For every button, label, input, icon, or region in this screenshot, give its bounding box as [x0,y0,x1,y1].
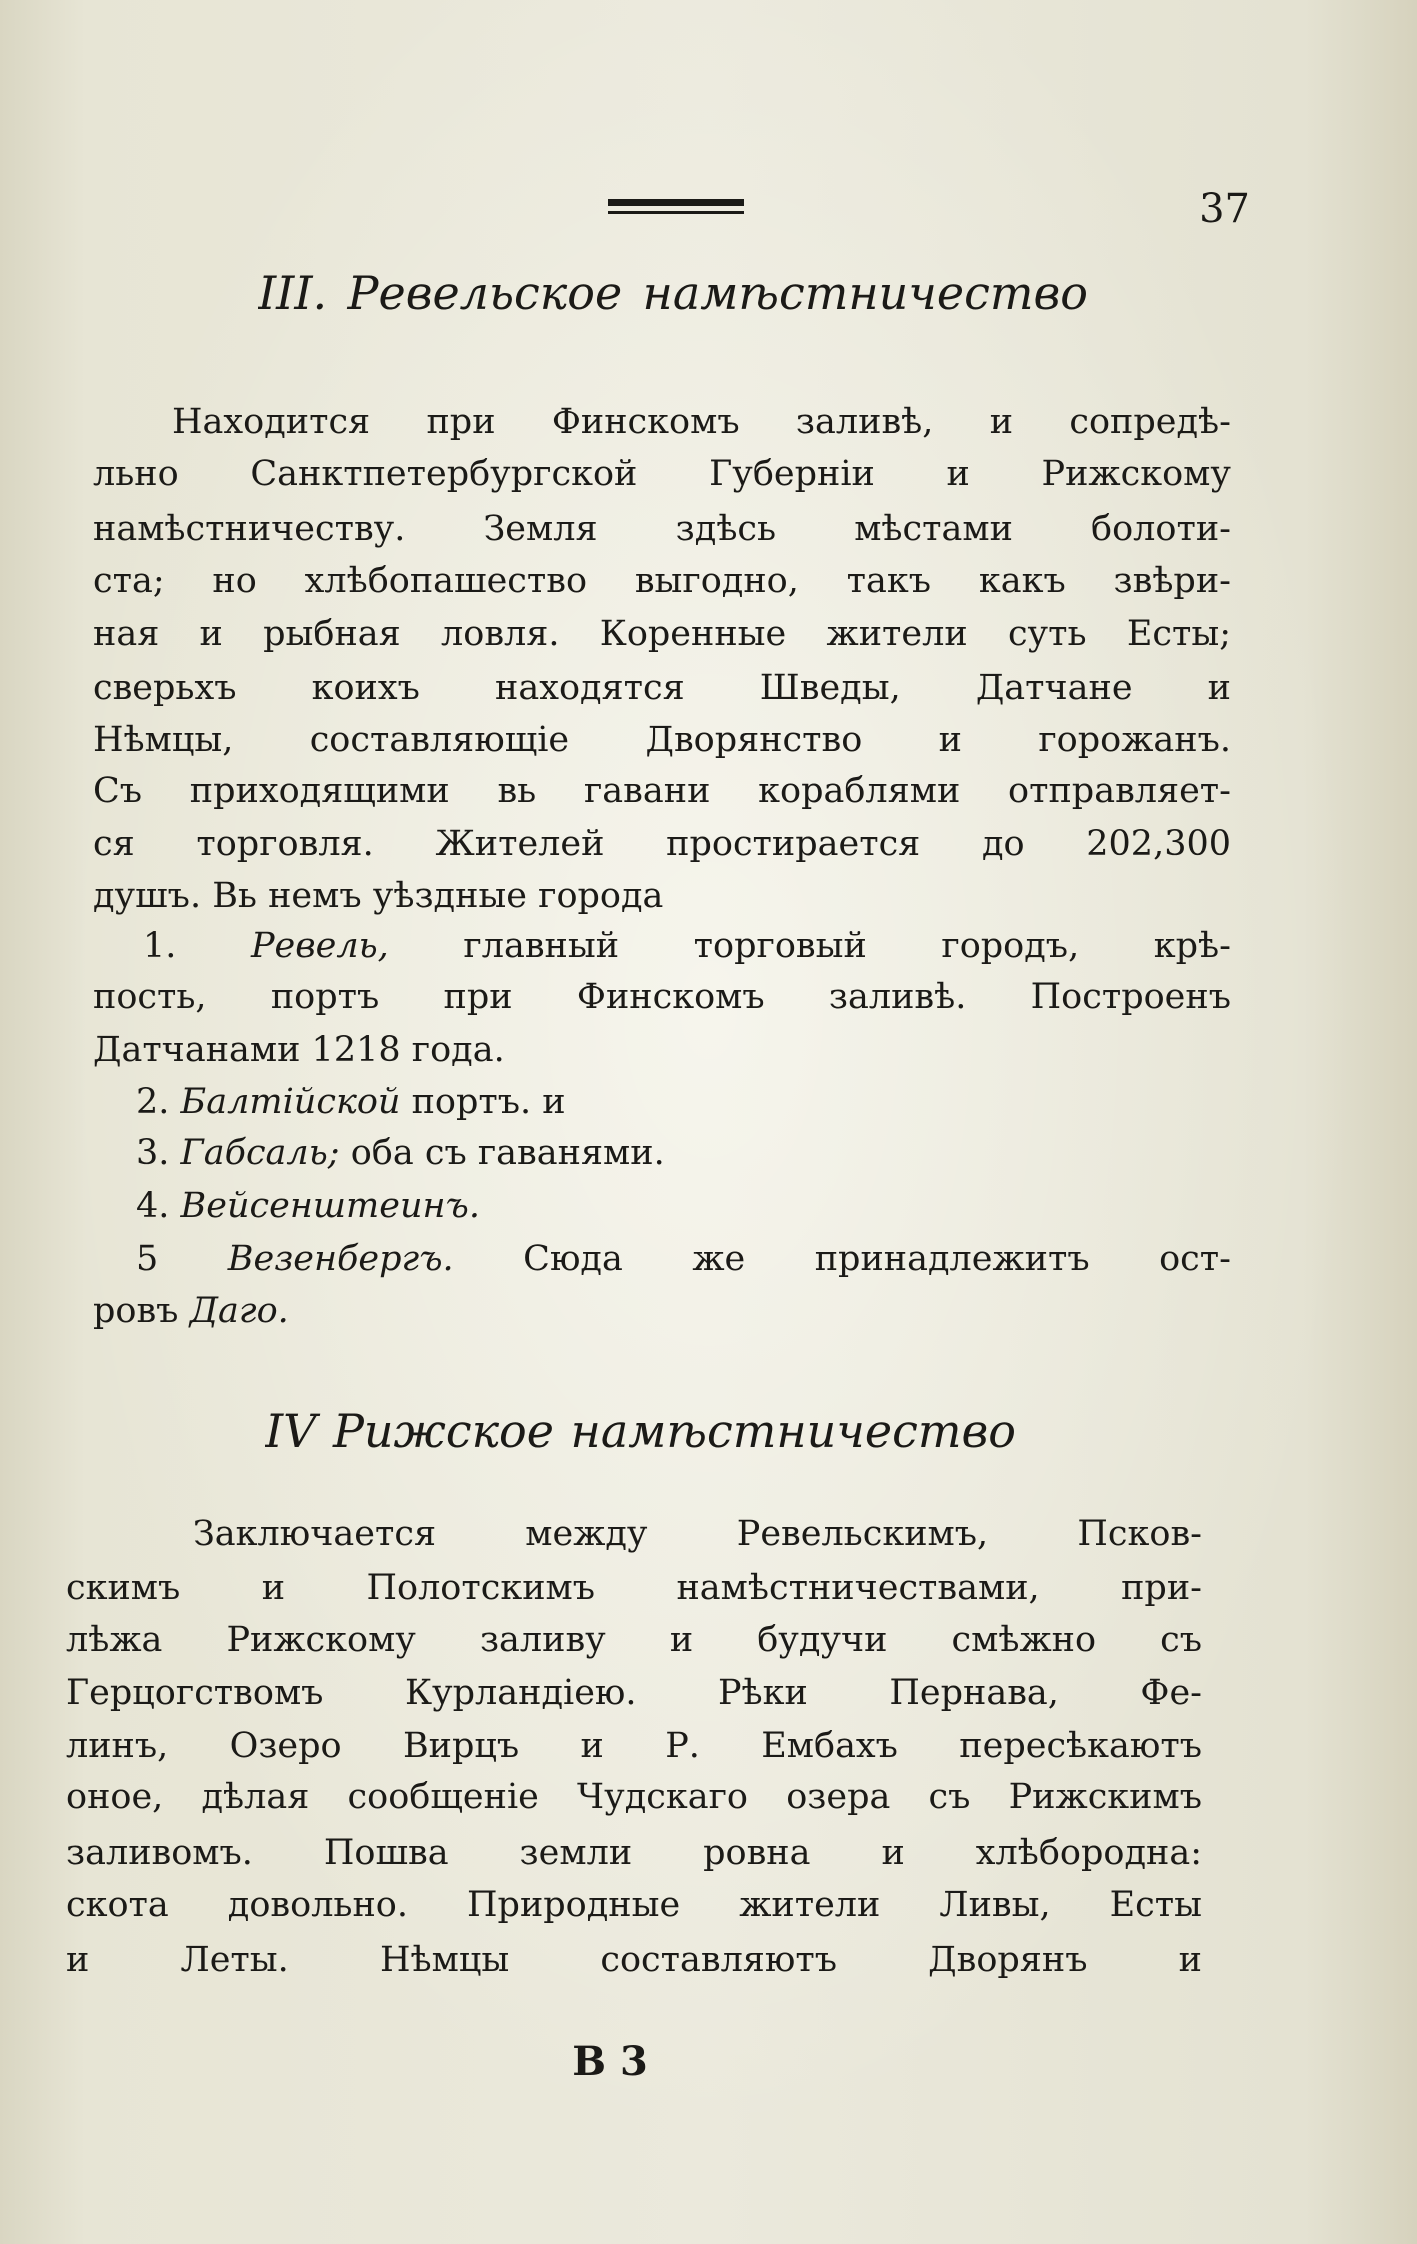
section-4-line-2: скимъ и Полотскимъ намѣстничествами, при- [66,1568,1202,1608]
town-description: главный торговый городъ, крѣ- [463,926,1231,966]
section-4-line-4: Герцогствомъ Курландіею. Рѣки Пернава, Фе- [66,1673,1202,1713]
section-3-line-1: Находится при Финскомъ заливѣ, и сопредѣ- [172,402,1231,442]
section-3-line-6: сверьхъ коихъ находятся Шведы, Датчане и [93,668,1231,708]
section-3-line-2: льно Санктпетербургской Губерніи и Рижскому [93,454,1231,494]
town-entry-2 [136,1076,1231,1128]
section-4-line-8: скота довольно. Природные жители Ливы, Есты [66,1885,1202,1925]
town-name: Везенбергъ. [227,1239,454,1279]
town-number: 3. [136,1133,170,1173]
section-3-line-7: Нѣмцы, составляющіе Дворянство и горожанъ. [93,720,1231,760]
town-description: Сюда же принадлежитъ ост- [523,1239,1231,1279]
island-name: Даго. [189,1291,289,1331]
header-double-rule [608,199,744,214]
town-entry-4 [136,1180,1231,1232]
town-number: 2. [136,1082,170,1122]
page-number: 37 [1199,186,1250,232]
town-name: Балтійской [180,1082,401,1122]
section-4-line-1: Заключается между Ревельскимъ, Псков- [193,1514,1202,1554]
section-4-heading: IV Рижское намѣстничество [265,1404,1016,1458]
town-entry-5-continuation [93,1285,1231,1337]
town-name: Вейсенштеинъ. [180,1186,480,1226]
town-number: 4. [136,1186,170,1226]
section-3-line-8: Съ приходящими вь гавани кораблями отправляет- [93,771,1231,811]
section-4-line-6: оное, дѣлая сообщеніе Чудскаго озера съ Рижскимъ [66,1777,1202,1817]
town-name: Габсаль; [180,1133,340,1173]
town-entry-3 [136,1127,1231,1179]
continuation-text: ровъ [93,1291,179,1331]
town-entry-1 [143,920,1231,972]
town-number: 5 [136,1239,159,1279]
town-name: Ревель, [251,926,389,966]
town-entry-1-continuation-2: Датчанами 1218 года. [93,1030,505,1070]
town-description: портъ. и [411,1082,566,1122]
section-4-line-7: заливомъ. Пошва земли ровна и хлѣбородна: [66,1833,1202,1873]
signature-mark: В 3 [572,2038,648,2085]
section-3-line-9: ся торговля. Жителей простирается до 202,300 [93,824,1231,864]
section-3-heading: III. Ревельское намѣстничество [258,266,1088,320]
section-3-line-10: душъ. Вь немъ уѣздные города [93,876,664,916]
section-3-line-5: ная и рыбная ловля. Коренные жители суть Есты; [93,614,1231,654]
section-3-line-4: ста; но хлѣбопашество выгодно, такъ какъ звѣри- [93,561,1231,601]
town-number: 1. [143,926,177,966]
section-4-line-5: линъ, Озеро Вирцъ и Р. Ембахъ пересѣкаютъ [66,1726,1202,1766]
town-description: оба съ гаванями. [350,1133,665,1173]
town-entry-5 [136,1233,1231,1285]
section-4-line-9: и Леты. Нѣмцы составляютъ Дворянъ и [66,1940,1202,1980]
section-3-line-3: намѣстничеству. Земля здѣсь мѣстами болоти- [93,509,1231,549]
town-entry-1-continuation-1: пость, портъ при Финскомъ заливѣ. Построенъ [93,977,1231,1017]
section-4-line-3: лѣжа Рижскому заливу и будучи смѣжно съ [66,1620,1202,1660]
